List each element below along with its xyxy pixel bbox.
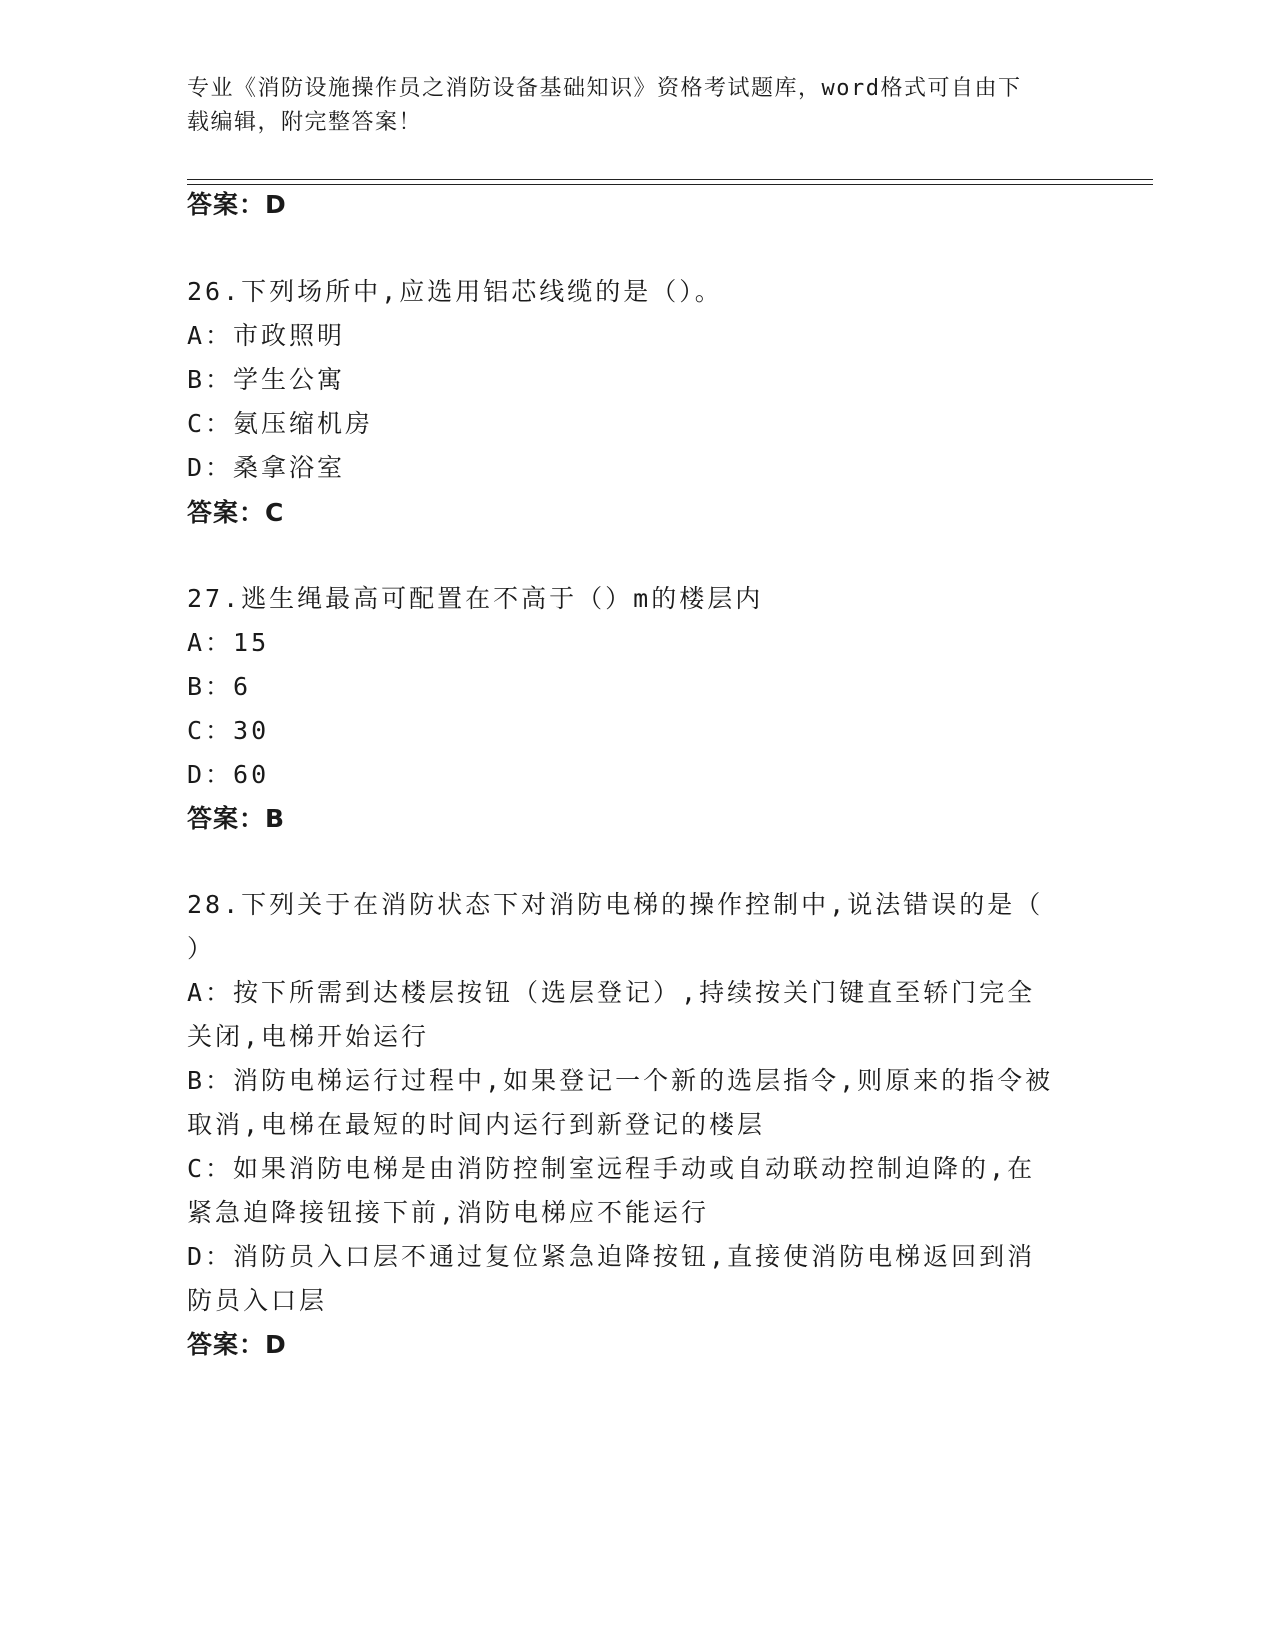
question-28-option-c-line-1: C：如果消防电梯是由消防控制室远程手动或自动联动控制迫降的,在 <box>187 1154 1036 1183</box>
question-26-option-c: C：氨压缩机房 <box>187 409 374 438</box>
question-28-option-b-line-1: B：消防电梯运行过程中,如果登记一个新的选层指令,则原来的指令被 <box>187 1066 1054 1095</box>
answer-26: 答案：C <box>187 498 285 527</box>
header-line-2: 载编辑，附完整答案！ <box>187 110 423 135</box>
answer-25: 答案：D <box>187 190 287 219</box>
document-header <box>187 72 1067 140</box>
question-28-stem-line-2: ） <box>187 934 216 963</box>
header-divider-bottom <box>187 184 1153 185</box>
question-27-option-b: B：6 <box>187 672 252 701</box>
question-26-option-a: A：市政照明 <box>187 321 346 350</box>
question-28-option-b-line-2: 取消,电梯在最短的时间内运行到新登记的楼层 <box>187 1110 766 1139</box>
question-26-option-b: B：学生公寓 <box>187 365 346 394</box>
question-28-option-c-line-2: 紧急迫降接钮接下前,消防电梯应不能运行 <box>187 1198 710 1227</box>
answer-28: 答案：D <box>187 1330 287 1359</box>
question-27-stem: 27.逃生绳最高可配置在不高于（）m的楼层内 <box>187 584 764 613</box>
question-28-option-d-line-1: D：消防员入口层不通过复位紧急迫降按钮,直接使消防电梯返回到消 <box>187 1242 1036 1271</box>
header-line-1: 专业《消防设施操作员之消防设备基础知识》资格考试题库，word格式可自由下 <box>187 76 1022 101</box>
question-28-option-a-line-1: A：按下所需到达楼层按钮（选层登记）,持续按关门键直至轿门完全 <box>187 978 1036 1007</box>
question-27-option-a: A：15 <box>187 628 270 657</box>
question-27-option-c: C：30 <box>187 716 270 745</box>
question-28-option-a-line-2: 关闭,电梯开始运行 <box>187 1022 430 1051</box>
question-28-option-d-line-2: 防员入口层 <box>187 1286 328 1315</box>
header-divider-top <box>187 179 1153 180</box>
question-26-option-d: D：桑拿浴室 <box>187 453 346 482</box>
answer-27: 答案：B <box>187 804 286 833</box>
question-26-stem: 26.下列场所中,应选用铝芯线缆的是（）。 <box>187 277 723 306</box>
question-27-option-d: D：60 <box>187 760 270 789</box>
question-28-stem-line-1: 28.下列关于在消防状态下对消防电梯的操作控制中,说法错误的是（ <box>187 890 1044 919</box>
